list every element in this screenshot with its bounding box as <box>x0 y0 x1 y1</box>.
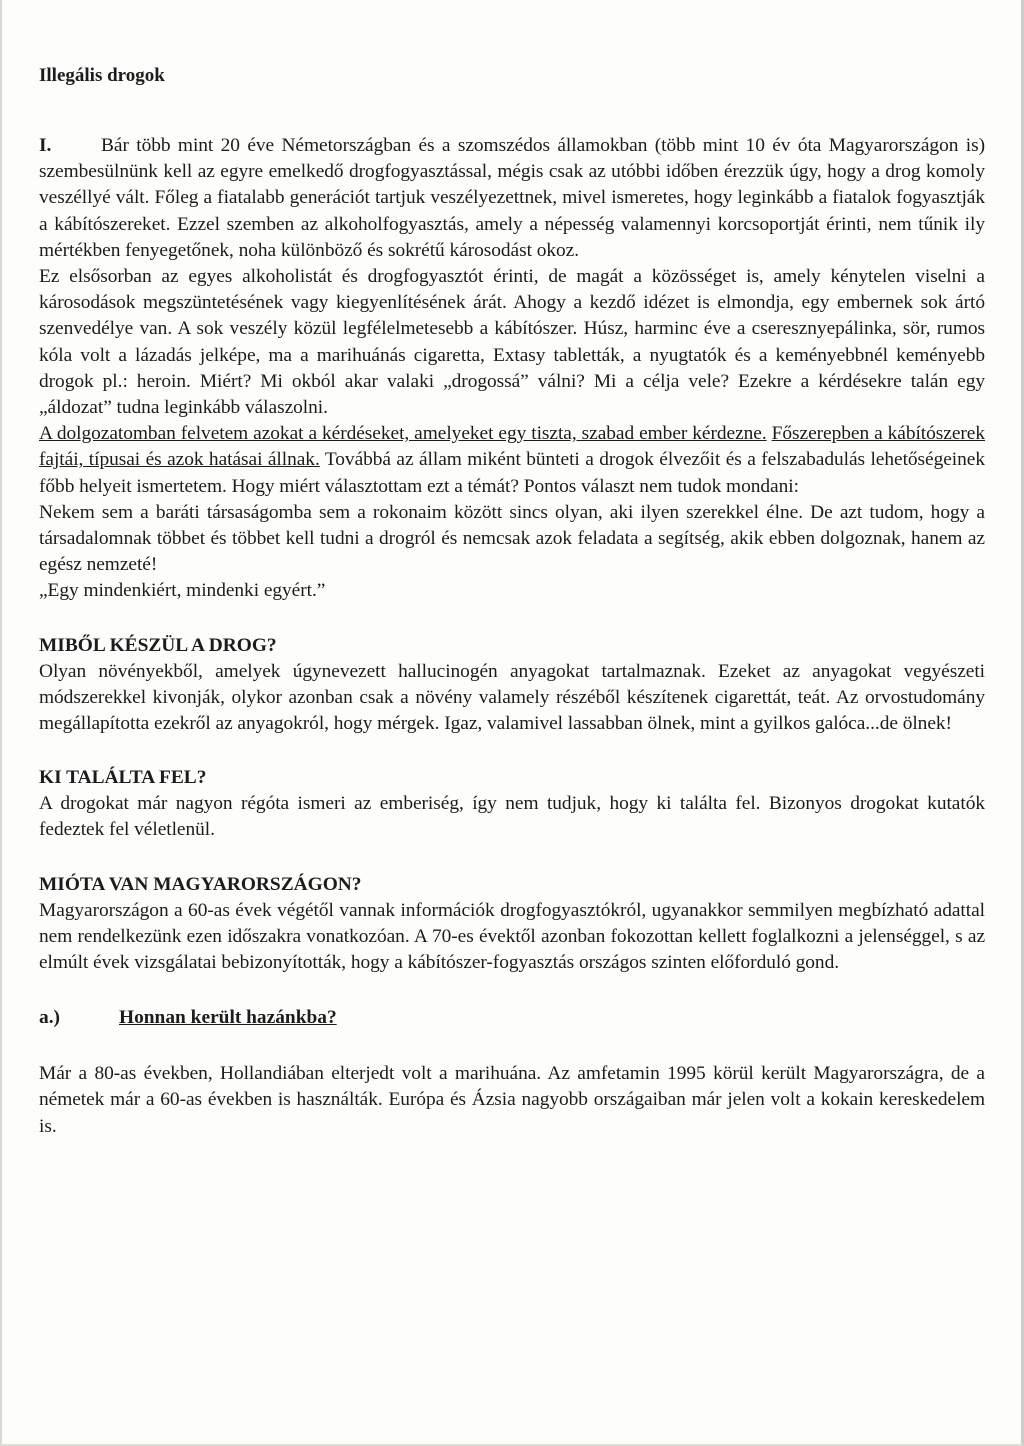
intro-paragraph-3-rest: Továbbá az állam miként bünteti a drogok élvezőit és a felszabadulás lehetőségeinek főbb helyeit ismertetem. Hogy miért választottam ezt a témát? Pontos választ nem tudok mondani: <box>39 449 985 497</box>
section-text-ki-talalta-fel: A drogokat már nagyon régóta ismeri az emberiség, így nem tudjuk, hogy ki találta fel. Bizonyos drogokat kutatók fedeztek fel véletlenül. <box>39 793 985 841</box>
underlined-sentence-1: A dolgozatomban felvetem azokat a kérdéseket, amelyeket egy tiszta, szabad ember kérdezne. <box>39 423 767 445</box>
section-heading-ki-talalta-fel: KI TALÁLTA FEL? <box>39 767 207 789</box>
intro-paragraph-2: Ez elsősorban az egyes alkoholistát és drogfogyasztót érinti, de magát a közösséget is, amely kénytelen viselni a károsodások megszüntetésének vagy kiegyenlítésének árát. Ahogy a kezdő idézet is elmondja, egy embernek sok ártó szenvedélye van. A sok veszély közül legfélelmetesebb a kábítószer. Húsz, harminc éve a cseresznyepálinka, sör, rumos kóla volt a lázadás jelképe, ma a marihuánás cigaretta, Extasy tabletták, a nyugtatók és a keményebbnél keményebb drogok pl.: heroin. Miért? Mi okból akar valaki „drogossá” válni? Mi a célja vele? Ezekre a kérdésekre talán egy „áldozat” tudna leginkább válaszolni. <box>39 266 985 419</box>
intro-paragraph-3 <box>39 421 985 500</box>
subsection-text: Már a 80-as években, Hollandiában elterjedt volt a marihuána. Az amfetamin 1995 körül került Magyarországra, de a németek már a 60-as években is használták. Európa és Ázsia nagyobb országaiban már jelen volt a kokain kereskedelem is. <box>39 1063 985 1137</box>
underlined-sentence-2: Főszerepben a kábítószerek fajtái, típusai és azok hatásai állnak. <box>39 423 986 471</box>
roman-numeral: I. <box>39 135 52 156</box>
section-heading-miből-keszul: MIBŐL KÉSZÜL A DROG? <box>39 634 277 656</box>
intro-paragraph-4: Nekem sem a baráti társaságomba sem a rokonaim között sincs olyan, aki ilyen szerekkel élne. De azt tudom, hogy a társadalomnak többet és többet kell tudni a drogról és nemcsak azok feladata a segítség, akik ebben dolgoznak, hanem az egész nemzeté! <box>39 501 985 576</box>
intro-paragraph-1-text: Bár több mint 20 éve Németországban és a szomszédos államokban (több mint 10 év óta Magyarországon is) szembesülnünk kell az egyre emelkedő drogfogyasztással, mégis csak az utóbbi időben érezzük úgy, hogy a drog komoly veszéllyé vált. Főleg a fiatalabb generációt tartjuk veszélyezettnek, mivel ismeretes, hogy leginkább a fiatalok fogyasztják a kábítószereket. Ezzel szemben az alkoholfogyasztás, amely a népesség valamennyi korcsoportját érinti, nem tűnik ily mértékben fenyegetőnek, noha különböző és sokrétű károsodást okoz. <box>39 135 985 261</box>
section-text-miota-van: Magyarországon a 60-as évek végétől vannak információk drogfogyasztókról, ugyanakkor semmilyen megbízható adattal nem rendelkezünk ezen időszakra vonatkozóan. A 70-es évektől azonban fokozottan kellett foglalkozni a jelenséggel, s az elmúlt évek vizsgálatai bebizonyították, hogy a kábítószer-fogyasztás országos szinten előforduló gond. <box>39 899 985 974</box>
section-heading-miota-van: MIÓTA VAN MAGYARORSZÁGON? <box>39 873 362 895</box>
page-title: Illegális drogok <box>39 65 165 86</box>
motto-quote: „Egy mindenkiért, mindenki egyért.” <box>39 580 326 602</box>
subsection-marker: a.) <box>39 1007 61 1029</box>
subsection-title: Honnan került hazánkba? <box>119 1007 337 1029</box>
section-text-miből-keszul: Olyan növényekből, amelyek úgynevezett hallucinogén anyagokat tartalmaznak. Ezeket az anyagokat vegyészeti módszerekkel kivonják, olykor azonban csak a növény valamely részéből készítenek cigarettát, teát. Az orvostudomány megállapította ezekről az anyagokról, hogy mérgek. Igaz, valamivel lassabban ölnek, mint a gyilkos galóca...de ölnek! <box>39 660 985 735</box>
intro-paragraph-1 <box>39 133 985 264</box>
document-body <box>39 62 985 1140</box>
subsection-heading <box>39 1005 985 1031</box>
